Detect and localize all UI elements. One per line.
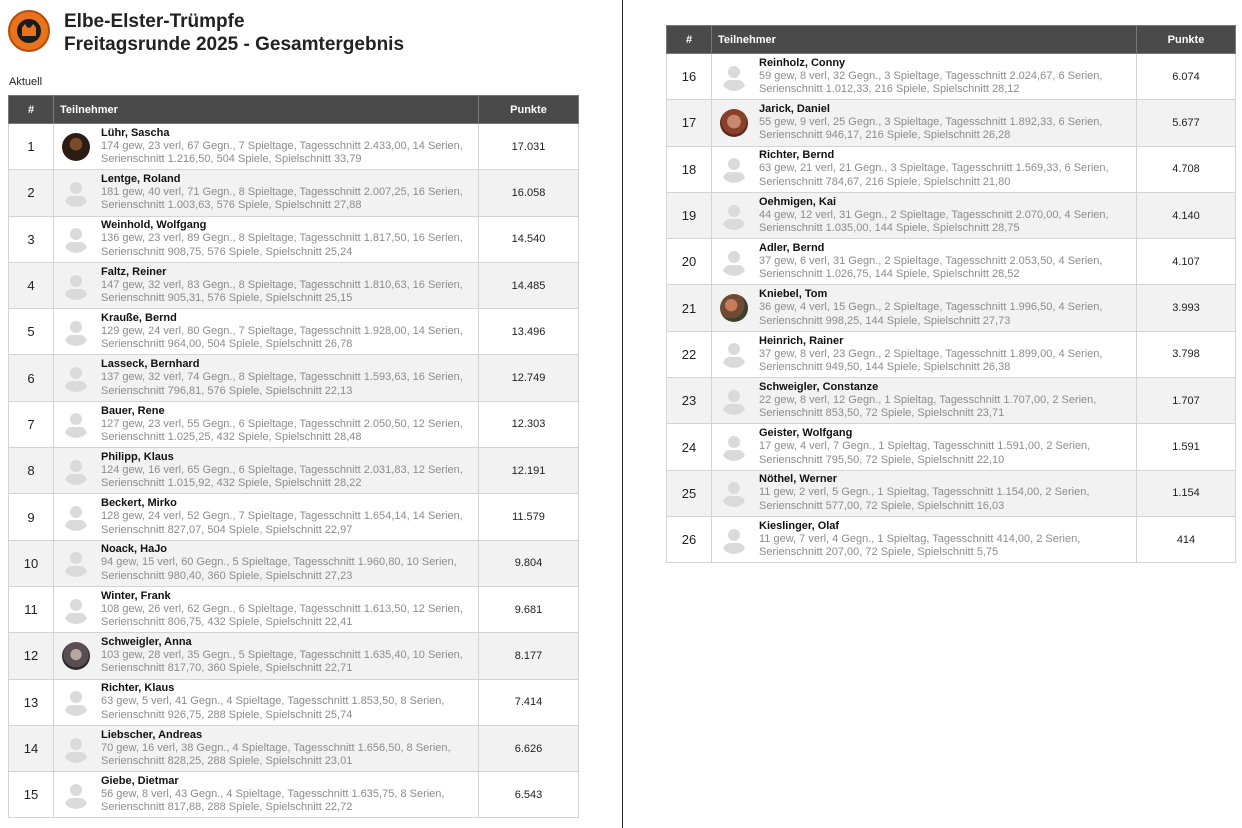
- participant-cell: [712, 516, 1137, 562]
- participant-cell: [712, 146, 1137, 192]
- avatar-placeholder-icon: [62, 179, 90, 207]
- participant-stats-line2: Serienschnitt 795,50, 72 Spiele, Spielschnitt 22,10: [759, 453, 1005, 466]
- participant-stats-line1: 136 gew, 23 verl, 89 Gegn., 8 Spieltage, Tagesschnitt 1.817,50, 16 Serien,: [101, 232, 463, 245]
- avatar-placeholder-icon: [62, 688, 90, 716]
- table-row: [9, 448, 579, 494]
- participant-name: Kniebel, Tom: [759, 288, 828, 301]
- participant-cell: [54, 124, 479, 170]
- avatar-placeholder-icon: [62, 503, 90, 531]
- rank-cell: 3: [9, 216, 54, 262]
- title-line-2: Freitagsrunde 2025 - Gesamtergebnis: [64, 34, 405, 55]
- table-row: [667, 192, 1236, 238]
- rank-cell: 11: [9, 586, 54, 632]
- header-points: Punkte: [479, 96, 579, 124]
- participant-stats-line1: 63 gew, 5 verl, 41 Gegn., 4 Spieltage, Tagesschnitt 1.853,50, 8 Serien,: [101, 695, 445, 708]
- avatar-placeholder-icon: [720, 340, 748, 368]
- participant-stats-line2: Serienschnitt 964,00, 504 Spiele, Spielschnitt 26,78: [101, 338, 353, 351]
- participant-stats-line2: Serienschnitt 949,50, 144 Spiele, Spielschnitt 26,38: [759, 360, 1011, 373]
- points-cell: 12.303: [479, 401, 579, 447]
- participant-cell: [712, 331, 1137, 377]
- table-row: [9, 216, 579, 262]
- table-header-row: [9, 96, 579, 124]
- rank-cell: 18: [667, 146, 712, 192]
- table-row: [9, 309, 579, 355]
- rank-cell: 7: [9, 401, 54, 447]
- rank-cell: 10: [9, 540, 54, 586]
- points-cell: 4.140: [1137, 192, 1236, 238]
- participant-stats-line1: 137 gew, 32 verl, 74 Gegn., 8 Spieltage, Tagesschnitt 1.593,63, 16 Serien,: [101, 371, 463, 384]
- participant-name: Giebe, Dietmar: [101, 774, 179, 787]
- points-cell: 9.804: [479, 540, 579, 586]
- participant-stats-line1: 127 gew, 23 verl, 55 Gegn., 6 Spieltage, Tagesschnitt 2.050,50, 12 Serien,: [101, 417, 463, 430]
- rank-cell: 15: [9, 772, 54, 818]
- avatar-placeholder-icon: [720, 202, 748, 230]
- table-row: [9, 772, 579, 818]
- rank-cell: 9: [9, 494, 54, 540]
- participant-stats-line2: Serienschnitt 828,25, 288 Spiele, Spielschnitt 23,01: [101, 755, 353, 767]
- participant-stats-line1: 11 gew, 7 verl, 4 Gegn., 1 Spieltag, Tagesschnitt 414,00, 2 Serien,: [759, 532, 1081, 545]
- avatar-photo: [62, 642, 90, 670]
- participant-stats-line2: Serienschnitt 1.025,25, 432 Spiele, Spielschnitt 28,48: [101, 430, 362, 443]
- points-cell: 14.485: [479, 262, 579, 308]
- table-row: [667, 378, 1236, 424]
- points-cell: 14.540: [479, 216, 579, 262]
- participant-stats-line2: Serienschnitt 817,88, 288 Spiele, Spielschnitt 22,72: [101, 801, 353, 814]
- participant-name: Heinrich, Rainer: [759, 334, 844, 347]
- participant-stats-line2: Serienschnitt 1.035,00, 144 Spiele, Spielschnitt 28,75: [759, 222, 1020, 235]
- table-row: [667, 285, 1236, 331]
- participant-stats-line2: Serienschnitt 926,75, 288 Spiele, Spielschnitt 25,74: [101, 708, 353, 721]
- points-cell: 1.154: [1137, 470, 1236, 516]
- participant-stats-line2: Serienschnitt 806,75, 432 Spiele, Spielschnitt 22,41: [101, 616, 353, 629]
- points-cell: 16.058: [479, 170, 579, 216]
- header-rank: #: [9, 96, 54, 124]
- participant-stats-line1: 55 gew, 9 verl, 25 Gegn., 3 Spieltage, Tagesschnitt 1.892,33, 6 Serien,: [759, 116, 1103, 129]
- column-divider: [622, 0, 623, 828]
- points-cell: 414: [1137, 516, 1236, 562]
- participant-stats-line1: 147 gew, 32 verl, 83 Gegn., 8 Spieltage, Tagesschnitt 1.810,63, 16 Serien,: [101, 278, 463, 291]
- participant-name: Geister, Wolfgang: [759, 427, 853, 440]
- participant-name: Lentge, Roland: [101, 173, 181, 186]
- table-row: [9, 586, 579, 632]
- participant-cell: [712, 100, 1137, 146]
- participant-stats-line2: Serienschnitt 908,75, 576 Spiele, Spielschnitt 25,24: [101, 245, 353, 258]
- avatar-placeholder-icon: [720, 433, 748, 461]
- points-cell: 8.177: [479, 633, 579, 679]
- participant-stats-line2: Serienschnitt 784,67, 216 Spiele, Spielschnitt 21,80: [759, 175, 1011, 188]
- rank-cell: 17: [667, 100, 712, 146]
- avatar-placeholder-icon: [720, 248, 748, 276]
- table-row: [9, 494, 579, 540]
- participant-stats-line1: 63 gew, 21 verl, 21 Gegn., 3 Spieltage, Tagesschnitt 1.569,33, 6 Serien,: [759, 162, 1109, 175]
- participant-cell: [54, 540, 479, 586]
- table-row: [667, 100, 1236, 146]
- table-row: [9, 679, 579, 725]
- participant-stats-line2: Serienschnitt 817,70, 360 Spiele, Spielschnitt 22,71: [101, 662, 353, 675]
- rank-cell: 5: [9, 309, 54, 355]
- participant-stats-line2: Serienschnitt 796,81, 576 Spiele, Spielschnitt 22,13: [101, 384, 353, 397]
- points-cell: 7.414: [479, 679, 579, 725]
- points-cell: 1.707: [1137, 378, 1236, 424]
- avatar-placeholder-icon: [62, 318, 90, 346]
- participant-stats-line1: 56 gew, 8 verl, 43 Gegn., 4 Spieltage, Tagesschnitt 1.635,75, 8 Serien,: [101, 787, 445, 800]
- participant-cell: [54, 772, 479, 818]
- avatar-photo: [720, 294, 748, 322]
- participant-stats-line2: Serienschnitt 1.216,50, 504 Spiele, Spielschnitt 33,79: [101, 153, 362, 166]
- rank-cell: 6: [9, 355, 54, 401]
- avatar-placeholder-icon: [720, 526, 748, 554]
- table-row: [667, 424, 1236, 470]
- participant-name: Krauße, Bernd: [101, 311, 177, 324]
- participant-stats-line1: 37 gew, 6 verl, 31 Gegn., 2 Spieltage, Tagesschnitt 2.053,50, 4 Serien,: [759, 254, 1103, 267]
- participant-stats-line1: 108 gew, 26 verl, 62 Gegn., 6 Spieltage, Tagesschnitt 1.613,50, 12 Serien,: [101, 602, 463, 615]
- table-row: [9, 633, 579, 679]
- rank-cell: 24: [667, 424, 712, 470]
- points-cell: 4.708: [1137, 146, 1236, 192]
- participant-name: Weinhold, Wolfgang: [101, 219, 207, 232]
- rank-cell: 19: [667, 192, 712, 238]
- participant-stats-line1: 17 gew, 4 verl, 7 Gegn., 1 Spieltag, Tagesschnitt 1.591,00, 2 Serien,: [759, 440, 1091, 453]
- participant-name: Winter, Frank: [101, 589, 171, 602]
- header-participant: Teilnehmer: [54, 96, 479, 124]
- avatar-placeholder-icon: [62, 225, 90, 253]
- participant-stats-line2: Serienschnitt 577,00, 72 Spiele, Spielschnitt 16,03: [759, 499, 1005, 512]
- rank-cell: 13: [9, 679, 54, 725]
- participant-stats-line1: 44 gew, 12 verl, 31 Gegn., 2 Spieltage, Tagesschnitt 2.070,00, 4 Serien,: [759, 208, 1109, 221]
- page-header: [8, 10, 404, 56]
- page-title: [64, 10, 404, 56]
- participant-stats-line2: Serienschnitt 853,50, 72 Spiele, Spielschnitt 23,71: [759, 407, 1005, 420]
- points-cell: 3.798: [1137, 331, 1236, 377]
- participant-stats-line1: 181 gew, 40 verl, 71 Gegn., 8 Spieltage, Tagesschnitt 2.007,25, 16 Serien,: [101, 186, 463, 199]
- participant-stats-line2: Serienschnitt 905,31, 576 Spiele, Spielschnitt 25,15: [101, 292, 353, 305]
- participant-cell: [54, 401, 479, 447]
- participant-name: Richter, Bernd: [759, 149, 835, 162]
- ranking-table-right: [666, 25, 1236, 563]
- rank-cell: 22: [667, 331, 712, 377]
- participant-stats-line1: 94 gew, 15 verl, 60 Gegn., 5 Spieltage, Tagesschnitt 1.960,80, 10 Serien,: [101, 556, 457, 569]
- points-cell: 1.591: [1137, 424, 1236, 470]
- participant-stats-line1: 103 gew, 28 verl, 35 Gegn., 5 Spieltage, Tagesschnitt 1.635,40, 10 Serien,: [101, 649, 463, 661]
- header-rank: #: [667, 26, 712, 54]
- participant-name: Reinholz, Conny: [759, 56, 846, 69]
- participant-cell: [54, 586, 479, 632]
- points-cell: 9.681: [479, 586, 579, 632]
- participant-stats-line1: 36 gew, 4 verl, 15 Gegn., 2 Spieltage, Tagesschnitt 1.996,50, 4 Serien,: [759, 301, 1103, 314]
- table-row: [9, 725, 579, 771]
- avatar-placeholder-icon: [720, 479, 748, 507]
- participant-name: Schweigler, Anna: [101, 636, 192, 648]
- points-cell: 12.749: [479, 355, 579, 401]
- participant-cell: [54, 216, 479, 262]
- header-points: Punkte: [1137, 26, 1236, 54]
- participant-cell: [712, 424, 1137, 470]
- participant-stats-line2: Serienschnitt 998,25, 144 Spiele, Spielschnitt 27,73: [759, 314, 1011, 327]
- avatar-placeholder-icon: [62, 410, 90, 438]
- avatar-placeholder-icon: [62, 735, 90, 763]
- participant-stats-line2: Serienschnitt 827,07, 504 Spiele, Spielschnitt 22,97: [101, 523, 353, 536]
- participant-stats-line2: Serienschnitt 1.015,92, 432 Spiele, Spielschnitt 28,22: [101, 477, 362, 490]
- participant-cell: [54, 262, 479, 308]
- rank-cell: 1: [9, 124, 54, 170]
- avatar-placeholder-icon: [62, 272, 90, 300]
- table-row: [667, 331, 1236, 377]
- participant-stats-line1: 70 gew, 16 verl, 38 Gegn., 4 Spieltage, Tagesschnitt 1.656,50, 8 Serien,: [101, 741, 451, 754]
- participant-stats-line1: 37 gew, 8 verl, 23 Gegn., 2 Spieltage, Tagesschnitt 1.899,00, 4 Serien,: [759, 347, 1103, 360]
- points-cell: 12.191: [479, 448, 579, 494]
- rank-cell: 21: [667, 285, 712, 331]
- participant-stats-line2: Serienschnitt 1.003,63, 576 Spiele, Spielschnitt 27,88: [101, 199, 362, 212]
- avatar-placeholder-icon: [62, 596, 90, 624]
- points-cell: 5.677: [1137, 100, 1236, 146]
- participant-cell: [712, 378, 1137, 424]
- participant-cell: [54, 725, 479, 771]
- rank-cell: 16: [667, 54, 712, 100]
- avatar-placeholder-icon: [62, 364, 90, 392]
- participant-cell: [712, 470, 1137, 516]
- avatar-photo: [62, 133, 90, 161]
- table-header-row: [667, 26, 1236, 54]
- participant-name: Lasseck, Bernhard: [101, 358, 200, 371]
- participant-cell: [54, 448, 479, 494]
- participant-name: Lühr, Sascha: [101, 126, 170, 139]
- rank-cell: 4: [9, 262, 54, 308]
- points-cell: 11.579: [479, 494, 579, 540]
- participant-name: Oehmigen, Kai: [759, 195, 837, 208]
- avatar-placeholder-icon: [720, 387, 748, 415]
- points-cell: 4.107: [1137, 239, 1236, 285]
- participant-stats-line1: 59 gew, 8 verl, 32 Gegn., 3 Spieltage, Tagesschnitt 2.024,67, 6 Serien,: [759, 69, 1103, 82]
- participant-name: Richter, Klaus: [101, 682, 175, 695]
- participant-cell: [712, 192, 1137, 238]
- participant-cell: [712, 239, 1137, 285]
- participant-stats-line2: Serienschnitt 207,00, 72 Spiele, Spielschnitt 5,75: [759, 546, 999, 559]
- participant-name: Kieslinger, Olaf: [759, 519, 840, 532]
- participant-name: Schweigler, Constanze: [759, 380, 879, 393]
- participant-name: Philipp, Klaus: [101, 450, 174, 463]
- participant-cell: [54, 633, 479, 679]
- participant-name: Adler, Bernd: [759, 241, 825, 254]
- table-row: [9, 124, 579, 170]
- rank-cell: 26: [667, 516, 712, 562]
- table-row: [667, 516, 1236, 562]
- participant-cell: [712, 285, 1137, 331]
- rank-cell: 25: [667, 470, 712, 516]
- participant-stats-line1: 124 gew, 16 verl, 65 Gegn., 6 Spieltage, Tagesschnitt 2.031,83, 12 Serien,: [101, 463, 463, 476]
- table-row: [9, 401, 579, 447]
- avatar-placeholder-icon: [720, 63, 748, 91]
- participant-stats-line1: 22 gew, 8 verl, 12 Gegn., 1 Spieltag, Tagesschnitt 1.707,00, 2 Serien,: [759, 393, 1097, 406]
- participant-stats-line1: 128 gew, 24 verl, 52 Gegn., 7 Spieltage, Tagesschnitt 1.654,14, 14 Serien,: [101, 510, 463, 523]
- participant-name: Bauer, Rene: [101, 404, 165, 417]
- ranking-table-left: [8, 95, 579, 818]
- participant-cell: [54, 309, 479, 355]
- rank-cell: 20: [667, 239, 712, 285]
- participant-name: Liebscher, Andreas: [101, 728, 203, 741]
- rank-cell: 8: [9, 448, 54, 494]
- rank-cell: 14: [9, 725, 54, 771]
- participant-stats-line1: 11 gew, 2 verl, 5 Gegn., 1 Spieltag, Tagesschnitt 1.154,00, 2 Serien,: [759, 486, 1090, 499]
- rank-cell: 2: [9, 170, 54, 216]
- avatar-placeholder-icon: [62, 549, 90, 577]
- points-cell: 6.626: [479, 725, 579, 771]
- participant-cell: [54, 679, 479, 725]
- table-row: [667, 146, 1236, 192]
- avatar-placeholder-icon: [720, 155, 748, 183]
- participant-stats-line1: 129 gew, 24 verl, 80 Gegn., 7 Spieltage, Tagesschnitt 1.928,00, 14 Serien,: [101, 324, 463, 337]
- participant-cell: [54, 494, 479, 540]
- points-cell: 6.074: [1137, 54, 1236, 100]
- points-cell: 17.031: [479, 124, 579, 170]
- participant-name: Beckert, Mirko: [101, 497, 177, 510]
- participant-stats-line2: Serienschnitt 1.026,75, 144 Spiele, Spielschnitt 28,52: [759, 268, 1020, 281]
- table-row: [9, 355, 579, 401]
- participant-name: Faltz, Reiner: [101, 265, 167, 278]
- points-cell: 13.496: [479, 309, 579, 355]
- table-row: [9, 540, 579, 586]
- title-line-1: Elbe-Elster-Trümpfe: [64, 11, 245, 32]
- rank-cell: 12: [9, 633, 54, 679]
- rank-cell: 23: [667, 378, 712, 424]
- participant-stats-line2: Serienschnitt 1.012,33, 216 Spiele, Spielschnitt 28,12: [759, 83, 1020, 96]
- avatar-photo: [720, 109, 748, 137]
- participant-cell: [54, 170, 479, 216]
- table-row: [9, 262, 579, 308]
- avatar-placeholder-icon: [62, 457, 90, 485]
- table-row: [667, 470, 1236, 516]
- table-row: [9, 170, 579, 216]
- participant-cell: [712, 54, 1137, 100]
- table-row: [667, 239, 1236, 285]
- participant-name: Noack, HaJo: [101, 543, 168, 556]
- table-row: [667, 54, 1236, 100]
- participant-stats-line1: 174 gew, 23 verl, 67 Gegn., 7 Spieltage, Tagesschnitt 2.433,00, 14 Serien,: [101, 139, 463, 152]
- points-cell: 6.543: [479, 772, 579, 818]
- participant-cell: [54, 355, 479, 401]
- participant-stats-line2: Serienschnitt 946,17, 216 Spiele, Spielschnitt 26,28: [759, 129, 1011, 142]
- status-label: Aktuell: [9, 76, 43, 88]
- participant-name: Nöthel, Werner: [759, 473, 838, 486]
- participant-name: Jarick, Daniel: [759, 103, 830, 116]
- header-participant: Teilnehmer: [712, 26, 1137, 54]
- participant-stats-line2: Serienschnitt 980,40, 360 Spiele, Spielschnitt 27,23: [101, 569, 353, 582]
- avatar-placeholder-icon: [62, 781, 90, 809]
- points-cell: 3.993: [1137, 285, 1236, 331]
- club-logo-icon: [8, 10, 50, 52]
